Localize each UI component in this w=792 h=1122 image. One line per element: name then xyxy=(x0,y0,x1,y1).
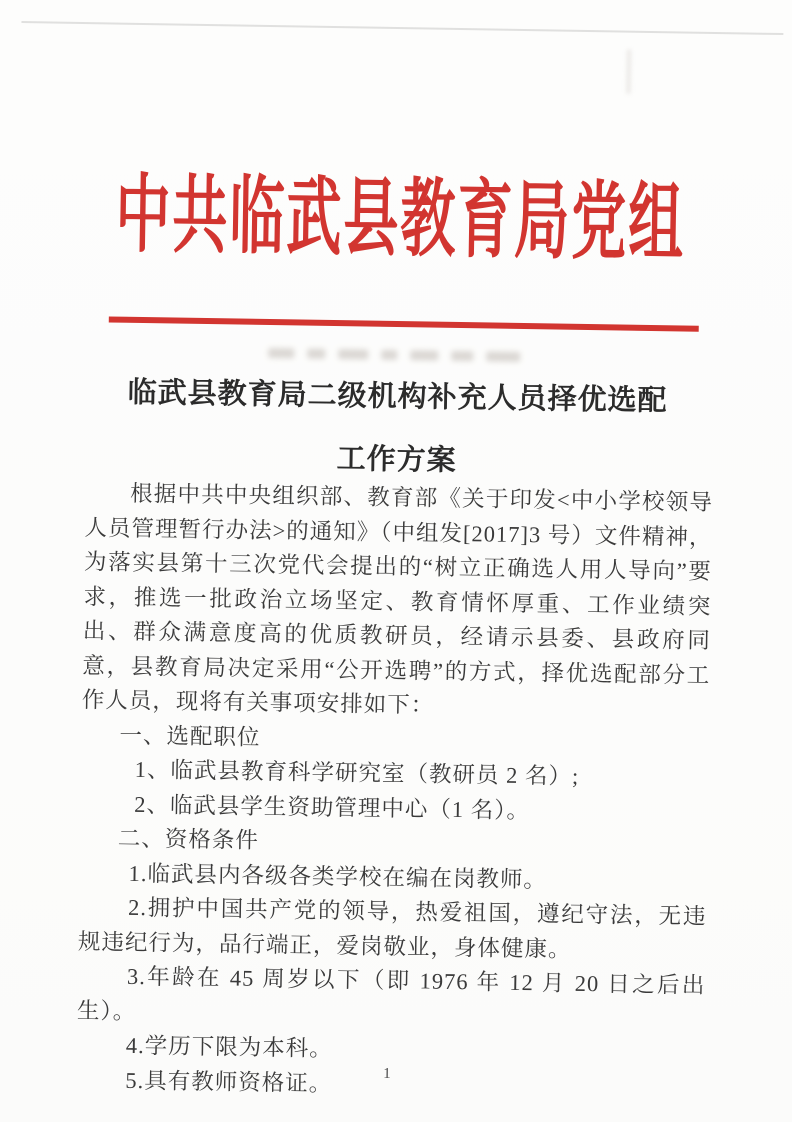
list-item: 2.拥护中国共产党的领导，热爱祖国，遵纪守法，无违规违纪行为，品行端正，爱岗敬业，身体健康。 xyxy=(77,894,707,962)
document-body xyxy=(76,476,714,1107)
list-item: 1.临武县内各级各类学校在编在岗教师。 xyxy=(128,860,548,892)
document-title-line-1: 临武县教育局二级机构补充人员择优选配 xyxy=(127,376,668,418)
bleedthrough-smudge xyxy=(268,345,568,366)
list-item: 1、临武县教育科学研究室（教研员 2 名）; xyxy=(134,756,580,789)
scan-edge-artifact xyxy=(21,21,783,35)
list-item: 3.年龄在 45 周岁以下（即 1976 年 12 月 20 日之后出生）。 xyxy=(76,963,706,1024)
list-item: 4.学历下限为本科。 xyxy=(125,1032,333,1062)
scan-smudge-artifact xyxy=(626,50,631,94)
document-title-line-2: 工作方案 xyxy=(336,443,457,477)
list-item: 2、临武县学生资助管理中心（1 名）。 xyxy=(133,791,531,823)
section-2-heading: 二、资格条件 xyxy=(117,825,260,853)
intro-paragraph: 根据中共中央组织部、教育部《关于印发<中小学校领导人员管理暂行办法>的通知》（中组发[2017]3 号）文件精神，为落实县第十三次党代会提出的“树立正确选人用人导向”要求，推选一批政治立场坚定、教育情怀厚重、工作业绩突出、群众满意度高的优质教研员，经请示县委、县政府同意，县教育局决定采用“公开选聘”的方式，择优选配部分工作人员，现将有关事项安排如下： xyxy=(81,480,714,718)
section-1-heading: 一、选配职位 xyxy=(119,722,261,750)
list-item: 5.具有教师资格证。 xyxy=(125,1067,333,1096)
party-group-header: 中共临武县教育局党组 xyxy=(114,167,687,272)
page-number: 1 xyxy=(383,1065,391,1082)
red-separator-rule xyxy=(109,316,699,331)
